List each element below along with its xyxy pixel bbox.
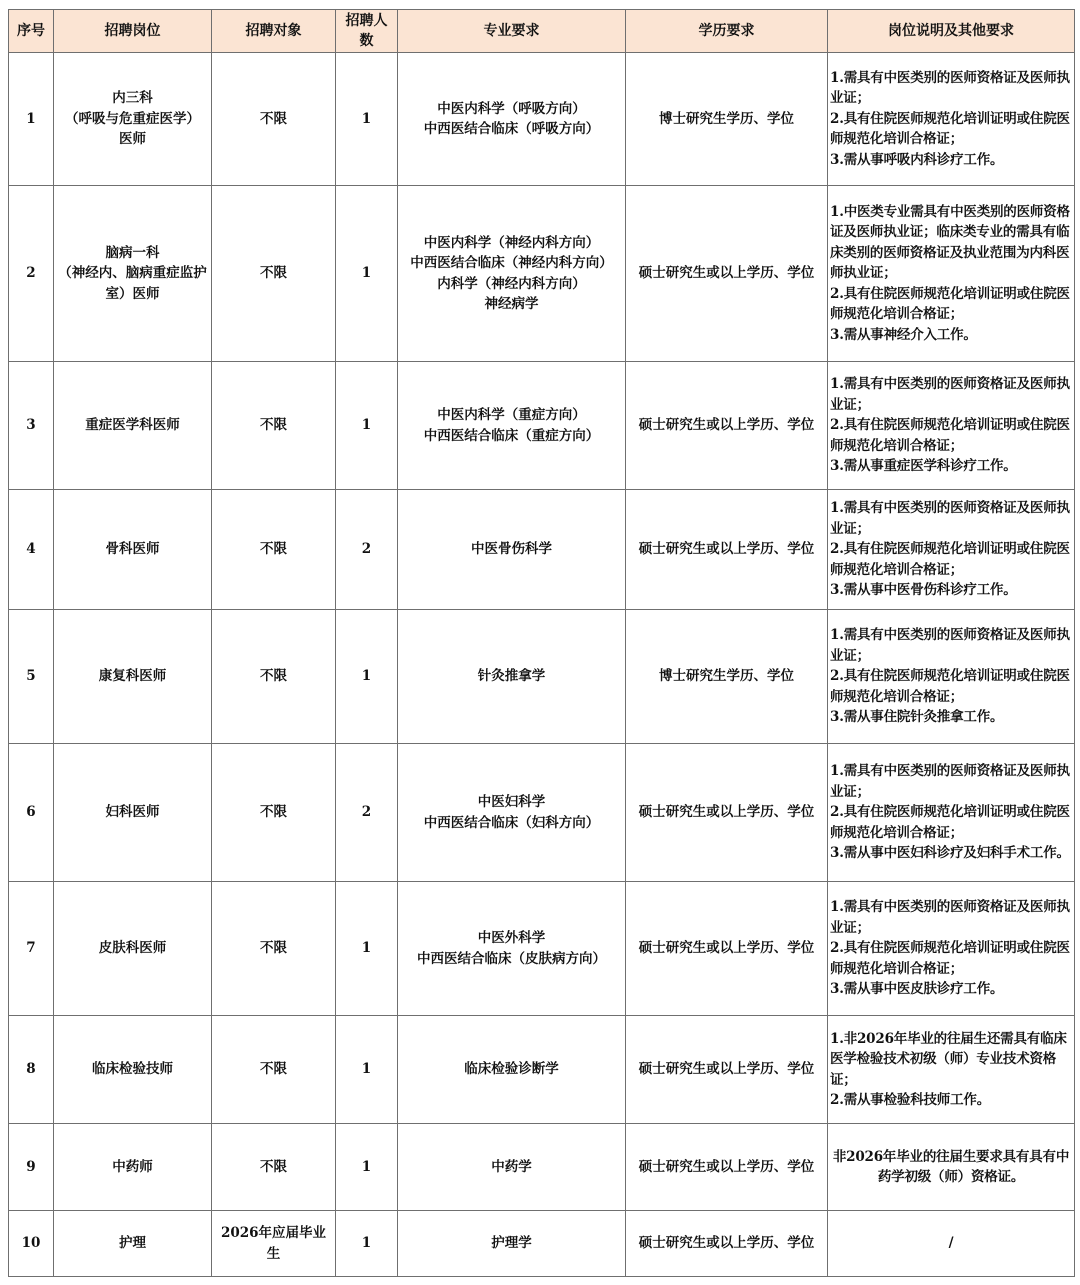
cell-count: 1 [336,362,398,490]
cell-notes [828,882,1075,1016]
cell-target: 不限 [212,744,336,882]
cell-seq: 6 [9,744,54,882]
cell-position-line: 康复科医师 [98,668,167,685]
cell-notes-line: 2.具有住院医师规范化培训证明或住院医师规范化培训合格证； [830,541,1070,578]
cell-education: 硕士研究生或以上学历、学位 [626,1016,828,1124]
cell-major [398,1016,626,1124]
cell-position-line: 内三科 [112,90,153,107]
header-count: 招聘人数 [336,10,398,53]
cell-major-line: 临床检验诊断学 [464,1061,559,1078]
cell-notes-line: 3.需从事呼吸内科诊疗工作。 [830,151,1004,168]
cell-major-line: 中医内科学（重症方向） [437,407,586,423]
cell-position-line: 中药师 [112,1158,153,1175]
cell-notes-line: 2.具有住院医师规范化培训证明或住院医师规范化培训合格证； [830,417,1070,454]
cell-notes-line: 1.需具有中医类别的医师资格证及医师执业证； [830,763,1070,800]
header-position: 招聘岗位 [54,10,212,53]
table-row [9,882,1075,1016]
cell-notes-line: 1.需具有中医类别的医师资格证及医师执业证； [830,376,1070,413]
cell-notes-line: 3.需从事神经介入工作。 [830,326,977,343]
cell-education: 硕士研究生或以上学历、学位 [626,362,828,490]
header-notes: 岗位说明及其他要求 [828,10,1075,53]
table-row [9,186,1075,362]
cell-notes-line: 2.具有住院医师规范化培训证明或住院医师规范化培训合格证； [830,940,1070,977]
table-body [9,53,1075,1277]
cell-major-line: 中医外科学 [477,930,546,946]
cell-seq: 5 [9,610,54,744]
cell-major-line: 中医妇科学 [477,794,546,810]
cell-count: 1 [336,882,398,1016]
cell-count: 1 [336,1124,398,1211]
cell-notes [828,490,1075,610]
cell-notes-line: 1.需具有中医类别的医师资格证及医师执业证； [830,500,1070,537]
cell-seq: 2 [9,186,54,362]
cell-position-line: 护理 [119,1235,146,1252]
cell-major-line: 中西医结合临床（重症方向） [423,427,600,444]
cell-major-line: 中医内科学（呼吸方向） [437,100,586,117]
cell-position-line: 妇科医师 [105,804,160,821]
cell-education: 博士研究生学历、学位 [626,53,828,186]
cell-notes-line: 1.中医类专业需具有中医类别的医师资格证及医师执业证；临床类专业的需具有临床类别的医师资格证及执业范围为内科医师执业证； [830,203,1070,282]
cell-education: 博士研究生学历、学位 [626,610,828,744]
table-row [9,1016,1075,1124]
cell-notes-line: 3.需从事住院针灸推拿工作。 [830,709,1004,726]
cell-major-line: 中医内科学（神经内科方向） [423,234,600,251]
cell-position [54,744,212,882]
cell-seq: 10 [9,1211,54,1277]
cell-position-line: 骨科医师 [105,541,160,558]
cell-major [398,1124,626,1211]
table-row [9,1211,1075,1277]
cell-notes-line: 2.具有住院医师规范化培训证明或住院医师规范化培训合格证； [830,668,1070,705]
cell-target: 不限 [212,186,336,362]
cell-position [54,1124,212,1211]
header-education: 学历要求 [626,10,828,53]
header-row [9,10,1075,53]
cell-notes-line: 1.需具有中医类别的医师资格证及医师执业证； [830,69,1070,107]
cell-target: 不限 [212,53,336,186]
header-target: 招聘对象 [212,10,336,53]
cell-major-line: 中药学 [491,1158,532,1175]
cell-notes-line: 2.需从事检验科技师工作。 [830,1092,990,1108]
cell-major-line: 中医骨伤科学 [471,541,552,558]
cell-position [54,882,212,1016]
cell-position [54,1211,212,1277]
cell-target: 不限 [212,882,336,1016]
cell-notes [828,744,1075,882]
cell-target: 不限 [212,490,336,610]
cell-seq: 1 [9,53,54,186]
cell-education: 硕士研究生或以上学历、学位 [626,744,828,882]
cell-count: 1 [336,1016,398,1124]
cell-education: 硕士研究生或以上学历、学位 [626,1124,828,1211]
cell-count: 1 [336,186,398,362]
cell-target: 不限 [212,362,336,490]
cell-count: 1 [336,53,398,186]
cell-target: 2026年应届毕业生 [212,1211,336,1277]
cell-major-line: 中西医结合临床（神经内科方向） [410,255,613,271]
cell-education: 硕士研究生或以上学历、学位 [626,490,828,610]
cell-position [54,490,212,610]
header-major: 专业要求 [398,10,626,53]
cell-notes [828,186,1075,362]
cell-major [398,362,626,490]
cell-position-line: 皮肤科医师 [98,940,167,957]
cell-notes-line: 1.需具有中医类别的医师资格证及医师执业证； [830,899,1070,936]
cell-seq: 3 [9,362,54,490]
cell-notes-line: 1.非2026年毕业的往届生还需具有临床医学检验技术初级（师）专业技术资格证； [830,1030,1067,1088]
cell-count: 2 [336,744,398,882]
cell-position-line: 医师 [119,131,146,148]
cell-count: 1 [336,1211,398,1277]
table-row [9,490,1075,610]
cell-count: 1 [336,610,398,744]
table-row [9,1124,1075,1211]
cell-notes-line: 2.具有住院医师规范化培训证明或住院医师规范化培训合格证； [830,285,1070,323]
cell-major-line: 中西医结合临床（呼吸方向） [423,121,600,137]
cell-position [54,53,212,186]
cell-seq: 8 [9,1016,54,1124]
cell-position [54,610,212,744]
cell-notes-line: 2.具有住院医师规范化培训证明或住院医师规范化培训合格证； [830,804,1070,841]
table-row [9,362,1075,490]
cell-notes-line: 非2026年毕业的往届生要求具有具有中药学初级（师）资格证。 [832,1148,1070,1185]
cell-major [398,186,626,362]
cell-seq: 4 [9,490,54,610]
cell-notes-line: 2.具有住院医师规范化培训证明或住院医师规范化培训合格证； [830,110,1070,148]
table-row [9,744,1075,882]
cell-major [398,53,626,186]
cell-notes [828,362,1075,490]
cell-notes [828,1016,1075,1124]
cell-position-line: （神经内、脑病重症监护室）医师 [58,265,207,302]
cell-major [398,490,626,610]
recruitment-table [8,9,1075,1277]
cell-major [398,882,626,1016]
cell-education: 硕士研究生或以上学历、学位 [626,882,828,1016]
cell-notes-line: / [948,1235,954,1252]
cell-major-line: 神经病学 [484,296,539,312]
cell-position [54,362,212,490]
table-row [9,610,1075,744]
cell-major [398,610,626,744]
cell-position [54,186,212,362]
header-seq: 序号 [9,10,54,53]
cell-target: 不限 [212,1016,336,1124]
cell-education: 硕士研究生或以上学历、学位 [626,186,828,362]
cell-notes [828,610,1075,744]
table-row [9,53,1075,186]
cell-major-line: 中西医结合临床（皮肤病方向） [417,950,606,967]
cell-major-line: 内科学（神经内科方向） [437,275,586,292]
cell-major-line: 中西医结合临床（妇科方向） [423,814,600,831]
cell-major-line: 护理学 [491,1235,532,1252]
cell-target: 不限 [212,1124,336,1211]
cell-seq: 9 [9,1124,54,1211]
cell-position-line: 重症医学科医师 [85,417,180,434]
cell-position-line: 临床检验技师 [92,1061,173,1078]
cell-major-line: 针灸推拿学 [477,668,546,685]
cell-position-line: 脑病一科 [105,244,160,261]
cell-major [398,1211,626,1277]
cell-notes [828,1211,1075,1277]
cell-notes-line: 3.需从事中医皮肤诊疗工作。 [830,981,1004,998]
cell-notes-line: 3.需从事中医骨伤科诊疗工作。 [830,582,1017,599]
cell-notes-line: 3.需从事重症医学科诊疗工作。 [830,458,1017,475]
cell-major [398,744,626,882]
cell-count: 2 [336,490,398,610]
cell-notes-line: 3.需从事中医妇科诊疗及妇科手术工作。 [830,845,1070,862]
cell-education: 硕士研究生或以上学历、学位 [626,1211,828,1277]
cell-position-line: （呼吸与危重症医学） [65,110,200,127]
cell-notes-line: 1.需具有中医类别的医师资格证及医师执业证； [830,627,1070,664]
cell-target: 不限 [212,610,336,744]
cell-notes [828,53,1075,186]
cell-position [54,1016,212,1124]
cell-seq: 7 [9,882,54,1016]
cell-notes [828,1124,1075,1211]
